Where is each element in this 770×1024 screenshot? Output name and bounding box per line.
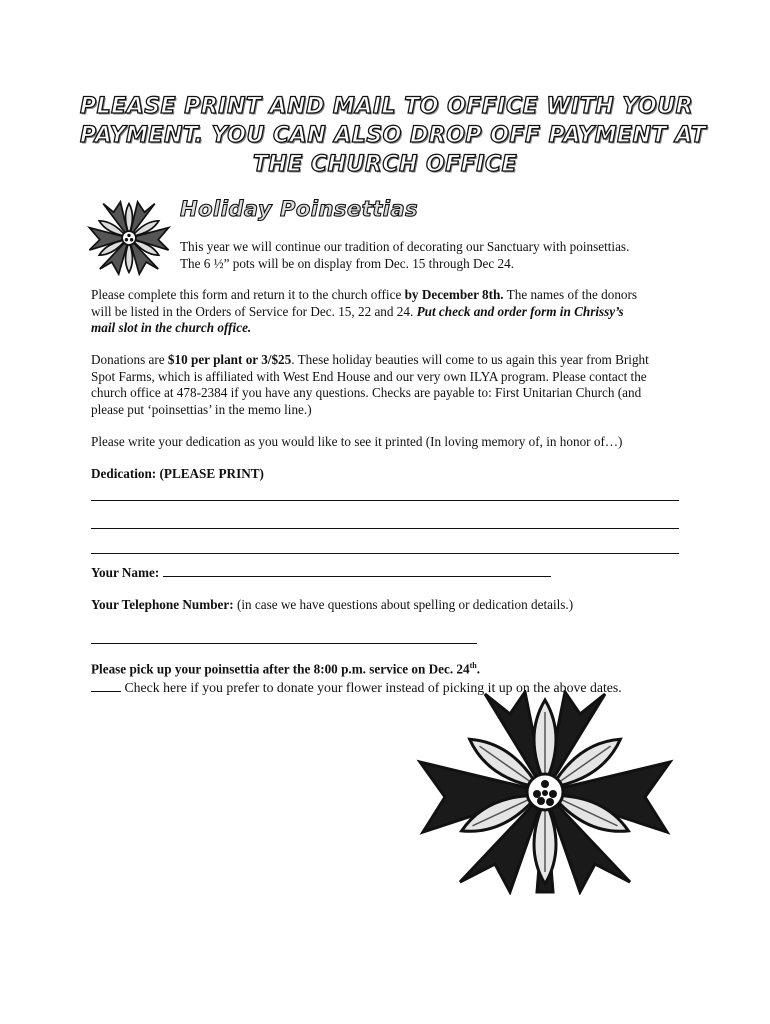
dedication-instructions: [91, 434, 622, 451]
para1-d: will be listed in the Orders of Service for Dec. 15, 22 and 24.: [91, 303, 417, 319]
price: $10 per plant or 3/$25: [167, 352, 292, 367]
dedication-line-1[interactable]: [91, 500, 679, 501]
pickup-text: Please pick up your poinsettia after the 8:00 p.m. service on Dec. 24: [91, 661, 470, 677]
drop-off-instructions: Put check and order form in Chrissy’s: [416, 303, 624, 319]
intro-line-2: The 6 ½” pots will be on display from Dec. 15 through Dec 24.: [180, 255, 515, 271]
name-label: Your Name:: [91, 565, 163, 580]
phone-label: Your Telephone Number:: [91, 597, 234, 612]
para2-d: Spot Farms, which is affiliated with West End House and our very own ILYA program. Please contact the: [91, 368, 647, 384]
dedication-line-3[interactable]: [91, 553, 679, 554]
intro-text: [180, 239, 629, 272]
dedication-instructions-text: Please write your dedication as you would like to see it printed (In loving memory of, in honor of…): [91, 434, 623, 449]
poinsettia-icon: [86, 200, 172, 276]
pickup-note: [91, 661, 480, 677]
para2-f: please put ‘poinsettias’ in the memo line.): [91, 401, 312, 417]
intro-line-1: This year we will continue our tradition of decorating our Sanctuary with poinsettias.: [180, 239, 630, 254]
dedication-line-2[interactable]: [91, 528, 679, 529]
pickup-sup: th: [469, 661, 477, 670]
form-header: [80, 92, 707, 179]
deadline: by December 8th.: [404, 287, 504, 302]
header-line-2: PAYMENT. YOU CAN ALSO DROP OFF PAYMENT AT: [80, 123, 707, 148]
phone-field[interactable]: [91, 643, 477, 644]
para2-c: . These holiday beauties will come to us again this year from Bright: [291, 352, 649, 367]
para2-e: church office at 478-2384 if you have any questions. Checks are payable to: First Unitarian Church (and: [91, 385, 642, 400]
poinsettia-illustration: [415, 690, 675, 895]
para1-c: The names of the donors: [503, 287, 638, 302]
drop-off-instructions-cont: mail slot in the church office.: [91, 320, 252, 335]
pickup-end: .: [476, 661, 481, 677]
donations-paragraph: [91, 352, 649, 418]
donate-checkbox[interactable]: [91, 681, 121, 692]
section-title: Holiday Poinsettias: [180, 197, 419, 221]
instructions-paragraph: [91, 287, 637, 337]
para1-a: Please complete this form and return it to the church office: [91, 287, 405, 302]
dedication-label: Dedication: (PLEASE PRINT): [91, 466, 264, 481]
donate-option-text: Check here if you prefer to donate your flower instead of picking it up on the above dates.: [121, 680, 622, 695]
phone-row: [91, 597, 573, 613]
name-row: [91, 564, 551, 581]
header-line-3: THE CHURCH OFFICE: [252, 152, 518, 177]
name-field[interactable]: [163, 564, 551, 577]
para2-a: Donations are: [91, 352, 168, 367]
header-line-1: PLEASE PRINT AND MAIL TO OFFICE WITH YOUR: [80, 94, 694, 119]
phone-note: (in case we have questions about spelling or dedication details.): [233, 597, 574, 612]
